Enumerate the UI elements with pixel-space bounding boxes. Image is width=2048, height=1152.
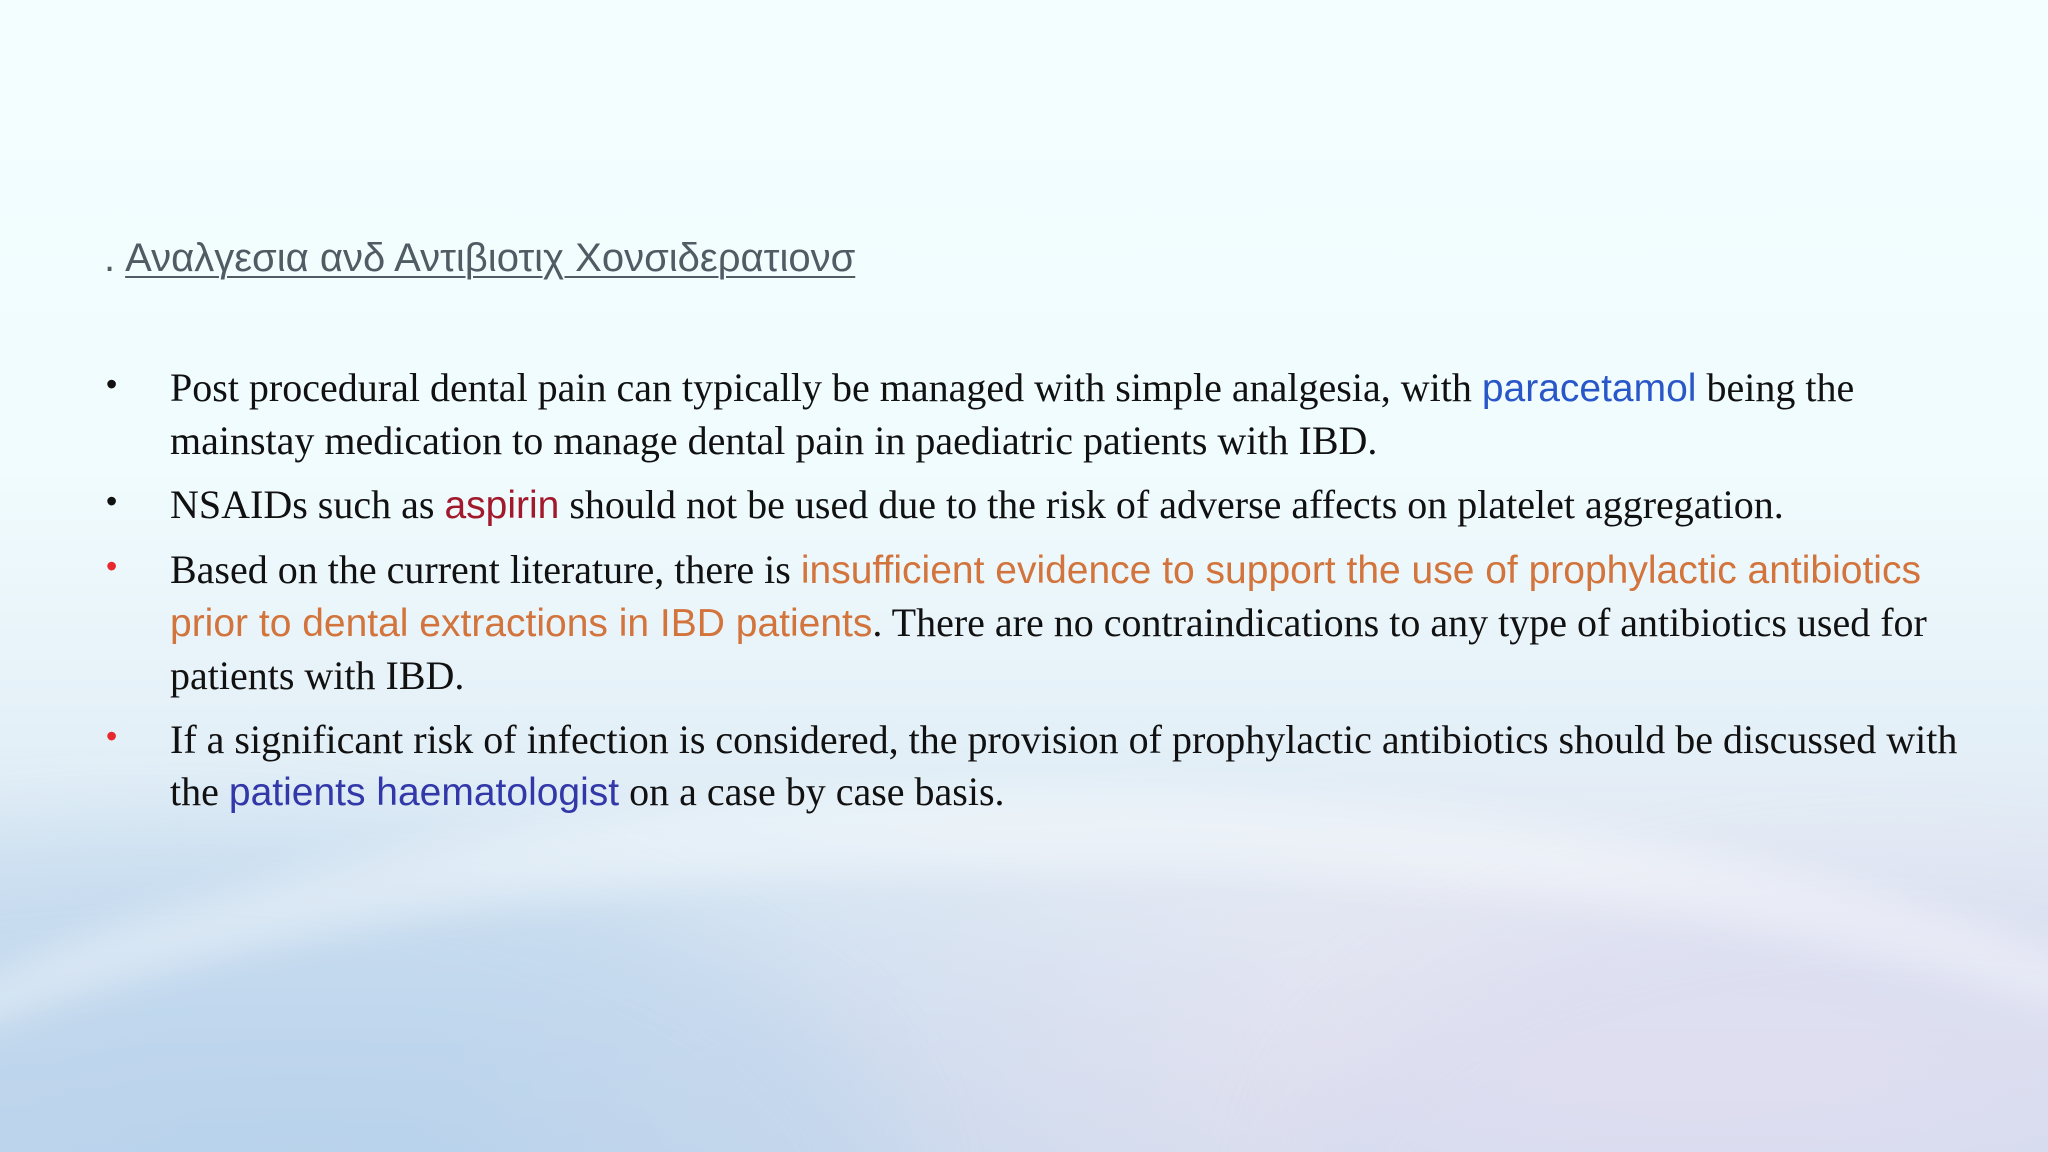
bullet-list	[106, 362, 1996, 831]
background-wave-arc	[0, 790, 2048, 1152]
bullet-text: should not be used due to the risk of adverse affects on platelet aggregation.	[559, 482, 1784, 527]
heading-title: Αναλγεσια ανδ Αντιβιοτιχ Χονσιδερατιονσ	[125, 236, 856, 280]
bullet-dot-icon: •	[106, 548, 118, 584]
highlight-paracetamol: paracetamol	[1481, 367, 1697, 410]
bullet-text: If a significant risk of infection is considered, the provision of prophylactic antibiotics should be discussed with the	[170, 717, 1958, 814]
bullet-text: Post procedural dental pain can typically be managed with simple analgesia, with	[170, 365, 1482, 410]
highlight-haematologist: patients haematologist	[228, 771, 620, 814]
slide-heading	[104, 236, 855, 281]
highlight-aspirin: aspirin	[444, 484, 560, 527]
bullet-text: Based on the current literature, there is	[170, 547, 801, 592]
bullet-item-infection-risk	[106, 714, 1996, 819]
heading-prefix: .	[104, 236, 116, 280]
bullet-dot-icon: •	[106, 718, 118, 754]
bullet-item-nsaids	[106, 479, 1996, 532]
highlight-insufficient-evidence: insufficient evidence to support the use of prophylactic antibiotics prior to dental extractions in IBD patients	[170, 549, 1921, 645]
bullet-dot-icon: •	[106, 366, 118, 402]
background-wave-left	[0, 840, 900, 1152]
bullet-item-paracetamol	[106, 362, 1996, 467]
bullet-text: NSAIDs such as	[170, 482, 445, 527]
bullet-text: on a case by case basis.	[619, 769, 1005, 814]
bullet-item-antibiotics-evidence	[106, 544, 1996, 702]
bullet-text: being the mainstay medication to manage dental pain in paediatric patients with IBD.	[170, 365, 1855, 463]
background-wave-right	[1300, 880, 2048, 1152]
bullet-text: . There are no contraindications to any type of antibiotics used for patients with IBD.	[170, 600, 1927, 698]
bullet-dot-icon: •	[106, 483, 118, 519]
